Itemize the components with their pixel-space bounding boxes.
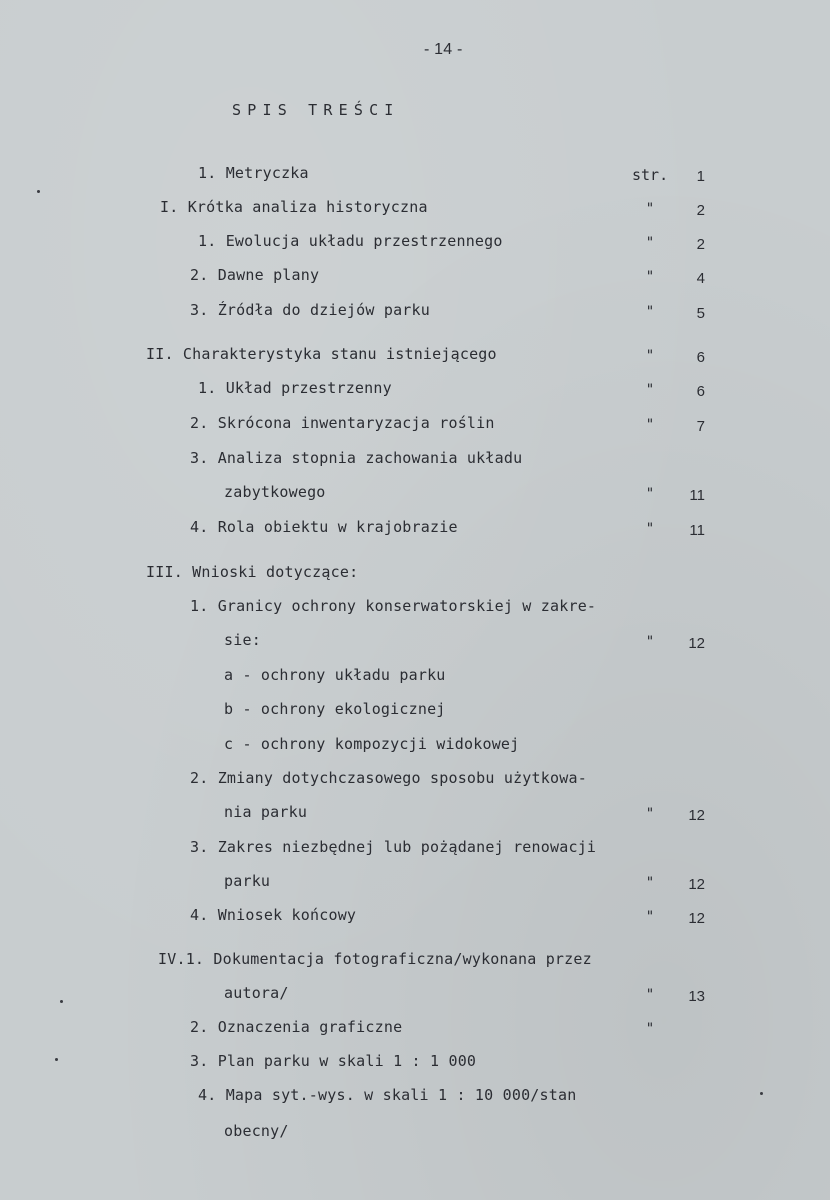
toc-entry-text: 3. Plan parku w skali 1 : 1 000 <box>190 1052 477 1070</box>
toc-page-number: 12 <box>688 807 705 824</box>
toc-entry-text: 2. Zmiany dotychczasowego sposobu użytkowa- <box>190 769 587 787</box>
page-number: - 14 - <box>424 41 463 58</box>
toc-entry-text: b - ochrony ekologicznej <box>224 700 446 718</box>
toc-entry-text: 3. Analiza stopnia zachowania układu <box>190 449 523 467</box>
toc-page-number: 6 <box>696 349 705 366</box>
toc-entry-text: II. Charakterystyka stanu istniejącego <box>146 345 497 363</box>
ditto-mark: " <box>645 1021 655 1037</box>
toc-entry-text: autora/ <box>224 984 289 1002</box>
toc-page-number: 7 <box>696 418 705 435</box>
toc-entry-text: IV.1. Dokumentacja fotograficzna/wykonana przez <box>158 950 592 968</box>
toc-page-number: 2 <box>696 202 705 219</box>
ditto-mark: " <box>645 987 655 1003</box>
toc-entry-text: 1. Układ przestrzenny <box>198 379 392 397</box>
ditto-mark: " <box>645 269 655 285</box>
page-title: SPIS TREŚCI <box>232 101 400 119</box>
toc-entry-text: 3. Zakres niezbędnej lub pożądanej renowacji <box>190 838 597 856</box>
toc-page-number: 11 <box>689 487 705 504</box>
toc-entry-text: zabytkowego <box>224 483 326 501</box>
ditto-mark: " <box>645 875 655 891</box>
toc-page-number: 2 <box>696 236 705 253</box>
toc-page-number: 12 <box>688 876 705 893</box>
ditto-mark: " <box>645 348 655 364</box>
ditto-mark: " <box>645 806 655 822</box>
margin-mark <box>37 190 40 193</box>
ditto-mark: " <box>645 417 655 433</box>
margin-mark <box>60 1000 63 1003</box>
toc-entry-text: parku <box>224 872 271 890</box>
ditto-mark: " <box>645 201 655 217</box>
toc-entry-text: III. Wnioski dotyczące: <box>146 563 359 581</box>
toc-page-number: 5 <box>696 305 705 322</box>
ditto-mark: " <box>645 909 655 925</box>
ditto-mark: " <box>645 521 655 537</box>
toc-entry-text: 1. Granicy ochrony konserwatorskiej w zakre- <box>190 597 597 615</box>
ditto-mark: " <box>645 304 655 320</box>
ditto-mark: " <box>645 634 655 650</box>
toc-page-number: 13 <box>688 988 705 1005</box>
toc-entry-text: nia parku <box>224 803 308 821</box>
toc-page-number: 11 <box>689 522 705 539</box>
toc-entry-text: obecny/ <box>224 1122 289 1140</box>
toc-entry-text: 2. Dawne plany <box>190 266 320 284</box>
toc-page-number: 12 <box>688 910 705 927</box>
toc-entry-text: 4. Wniosek końcowy <box>190 906 357 924</box>
toc-entry-text: 1. Metryczka <box>198 164 309 182</box>
ditto-mark: " <box>645 235 655 251</box>
toc-page-number: 6 <box>696 383 705 400</box>
toc-page-number: 4 <box>696 270 705 287</box>
toc-entry-text: 4. Rola obiektu w krajobrazie <box>190 518 458 536</box>
toc-entry-text: I. Krótka analiza historyczna <box>160 198 428 216</box>
toc-entry-text: 1. Ewolucja układu przestrzennego <box>198 232 503 250</box>
margin-mark <box>55 1058 58 1061</box>
ditto-mark: " <box>645 486 655 502</box>
toc-page-number: 1 <box>696 168 705 185</box>
toc-entry-text: 2. Skrócona inwentaryzacja roślin <box>190 414 495 432</box>
toc-entry-text: 3. Źródła do dziejów parku <box>190 301 430 319</box>
toc-entry-text: a - ochrony układu parku <box>224 666 446 684</box>
toc-entry-text: 2. Oznaczenia graficzne <box>190 1018 403 1036</box>
page-prefix: str. <box>632 166 669 184</box>
toc-entry-text: c - ochrony kompozycji widokowej <box>224 735 520 753</box>
ditto-mark: " <box>645 382 655 398</box>
toc-entry-text: 4. Mapa syt.-wys. w skali 1 : 10 000/stan <box>198 1086 577 1104</box>
toc-entry-text: sie: <box>224 631 261 649</box>
margin-mark <box>760 1092 763 1095</box>
toc-page-number: 12 <box>688 635 705 652</box>
